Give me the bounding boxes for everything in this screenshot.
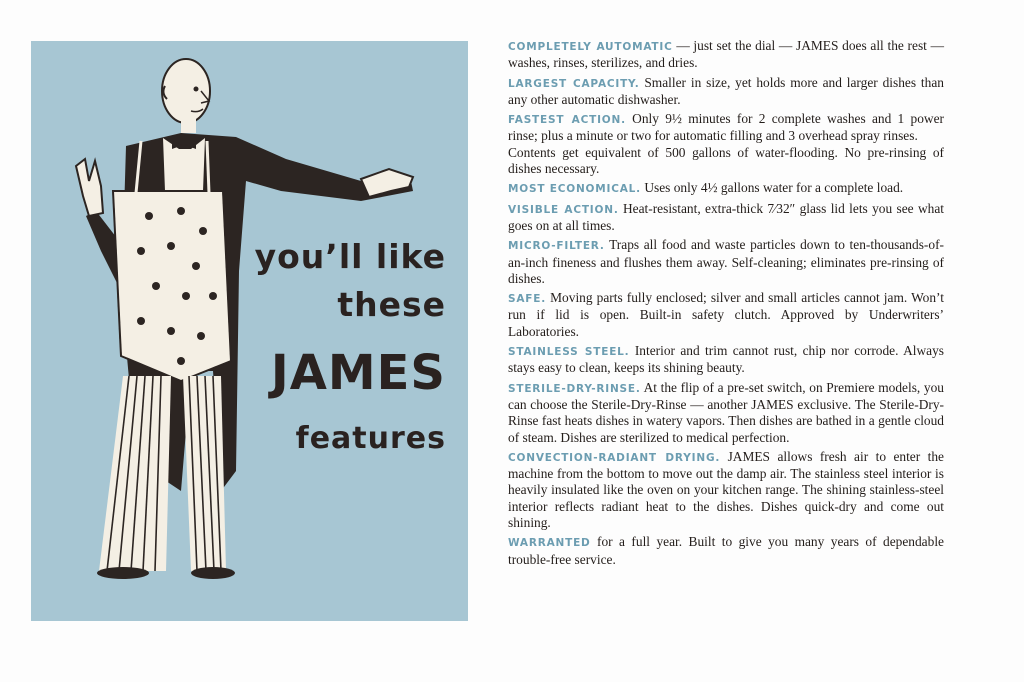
right-hand [361,169,413,197]
feature-contents-note: Contents get equivalent of 500 gallons of water-flooding. No pre-rinsing of dishes necessary. [508,144,944,177]
illustration-panel [31,41,468,621]
feature-convection-radiant-drying: CONVECTION-RADIANT DRYING. JAMES allows fresh air to enter the machine from the bottom to move out the damp air. The stainless steel interior is heavily insulated like the oven on your kitchen range. The shining stainless-steel interior reflects radiant heat to the dishes. Dishes quick-dry and come out shining. [508,448,944,531]
feature-visible-action: VISIBLE ACTION. Heat-resistant, extra-thick 7⁄32″ glass lid lets you see what goes on at all times. [508,200,944,233]
left-shoe [97,567,149,579]
feature-stainless-steel: STAINLESS STEEL. Interior and trim cannot rust, chip nor corrode. Always stays easy to clean, keeps its shining beauty. [508,343,944,376]
headline-line-4: features [295,421,446,456]
apron [113,191,231,381]
left-hand [76,159,103,216]
feature-most-economical: MOST ECONOMICAL. Uses only 4½ gallons water for a complete load. [508,180,904,196]
feature-safe: SAFE. Moving parts fully enclosed; silver and small articles cannot jam. Won’t run if lid is open. Built-in safety clutch. Approved by Underwriters’ Laboratories. [508,290,944,339]
feature-completely-automatic: COMPLETELY AUTOMATIC — just set the dial — JAMES does all the rest — washes, rinses, sterilizes, and dries. [508,38,944,71]
feature-largest-capacity: LARGEST CAPACITY. Smaller in size, yet holds more and larger dishes than any other automatic dishwasher. [508,74,944,107]
headline-brand: JAMES [270,345,446,401]
head [162,59,210,123]
butler-illustration [31,41,468,621]
feature-fastest-action: FASTEST ACTION. Only 9½ minutes for 2 complete washes and 1 power rinse; plus a minute or two for automatic filling and 3 overhead spray rinses. [508,111,944,144]
features-list [508,38,944,571]
feature-micro-filter: MICRO-FILTER. Traps all food and waste particles down to ten-thousands-of-an-inch fineness and flushes them away. Self-cleaning; eliminates pre-rinsing of dishes. [508,237,944,286]
feature-warranted: WARRANTED for a full year. Built to give you many years of dependable trouble-free service. [508,534,944,567]
headline-line-2: these [337,285,446,324]
feature-sterile-dry-rinse: STERILE-DRY-RINSE. At the flip of a pre-set switch, on Premiere models, you can choose the Sterile-Dry-Rinse — another JAMES exclusive. The Sterile-Dry-Rinse fast heats dishes in watery vapors. Then dishes are bathed in a gentle cloud of steam. Dishes are sterilized to medical perfection. [508,379,945,445]
right-shoe [191,567,235,579]
headline-line-1: you’ll like [254,237,446,276]
neck [181,119,196,133]
